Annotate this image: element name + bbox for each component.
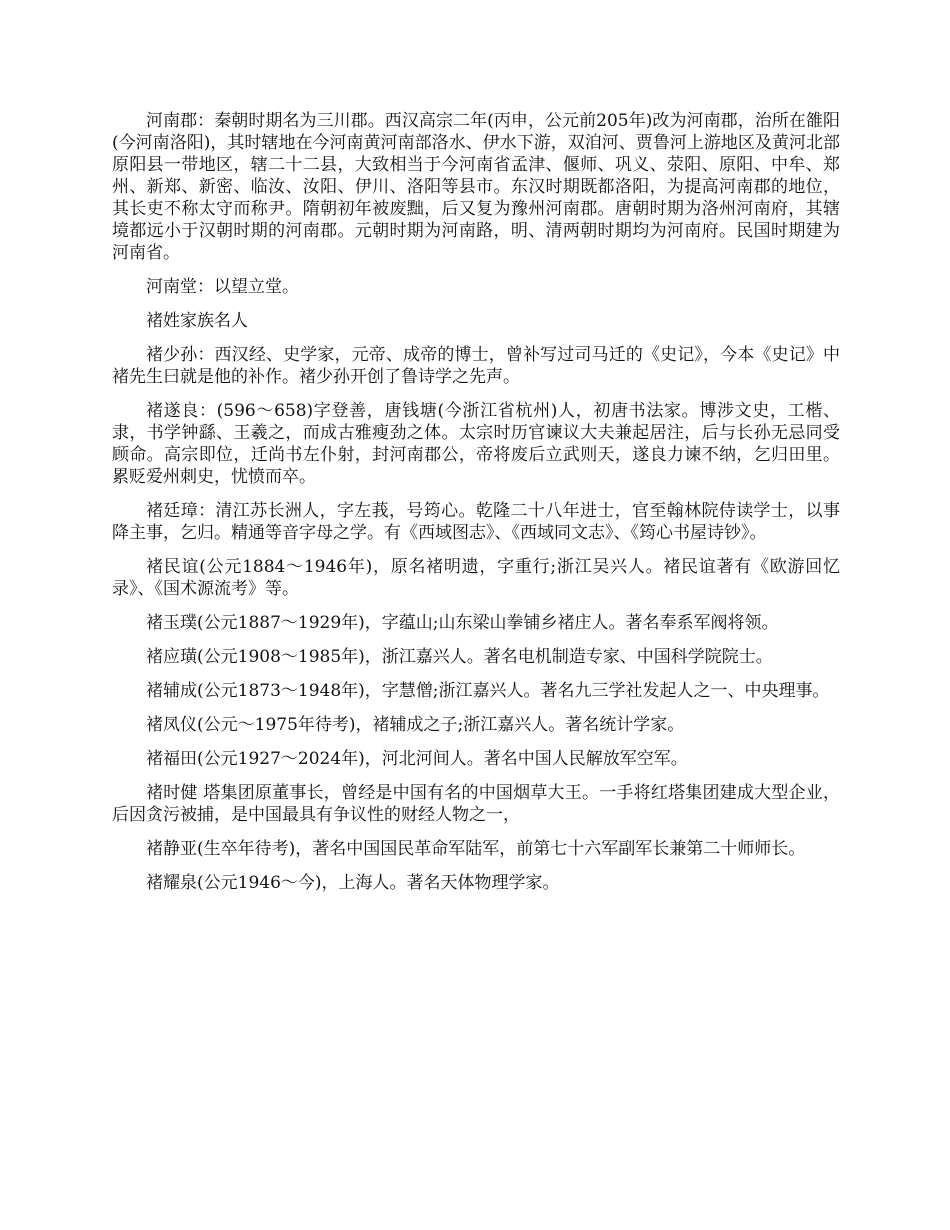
paragraph-chu-tingzhang: 褚廷璋：清江苏长洲人，字左莪，号筠心。乾隆二十八年进士，官至翰林院侍读学士，以事降主事，乞归。精通等音字母之学。有《西域图志》、《西域同文志》、《筠心书屋诗钞》。 — [112, 501, 840, 543]
paragraph-chu-yinghuang: 褚应璜(公元1908～1985年)，浙江嘉兴人。著名电机制造专家、中国科学院院士。 — [146, 647, 773, 667]
paragraph-chu-suiliang: 褚遂良：(596～658)字登善，唐钱塘(今浙江省杭州)人，初唐书法家。博涉文史，工楷、隶，书学钟繇、王羲之，而成古雅瘦劲之体。太宗时历官谏议大夫兼起居注，后与长孙无忌同受顾命。高宗即位，迁尚书左仆射，封河南郡公，帝将废后立武则天，遂良力谏不纳，乞归田里。累贬爱州刺史，忧愤而卒。 — [112, 401, 840, 487]
paragraph-chu-fengyi: 褚凤仪(公元～1975年待考)，褚辅成之子;浙江嘉兴人。著名统计学家。 — [146, 715, 685, 735]
paragraph-chu-minyi: 褚民谊(公元1884～1946年)，原名褚明遗，字重行;浙江吴兴人。褚民谊著有《欧游回忆录》、《国术源流考》等。 — [112, 557, 840, 599]
paragraph-chu-jingya: 褚静亚(生卒年待考)，著名中国国民革命军陆军，前第七十六军副军长兼第二十师师长。 — [146, 839, 806, 859]
section-heading-famous-people: 褚姓家族名人 — [146, 311, 248, 331]
document-body — [112, 110, 840, 906]
paragraph-chu-shaosun: 褚少孙：西汉经、史学家，元帝、成帝的博士，曾补写过司马迁的《史记》，今本《史记》中褚先生曰就是他的补作。褚少孙开创了鲁诗学之先声。 — [112, 345, 840, 387]
paragraph-chu-shijian: 褚时健 塔集团原董事长，曾经是中国有名的中国烟草大王。一手将红塔集团建成大型企业，后因贪污被捕，是中国最具有争议性的财经人物之一， — [112, 783, 840, 825]
paragraph-chu-futian: 褚福田(公元1927～2024年)，河北河间人。著名中国人民解放军空军。 — [146, 749, 688, 769]
paragraph-chu-yaoquan: 褚耀泉(公元1946～今)，上海人。著名天体物理学家。 — [146, 873, 560, 893]
paragraph-chu-fucheng: 褚辅成(公元1873～1948年)，字慧僧;浙江嘉兴人。著名九三学社发起人之一、中央理事。 — [146, 681, 830, 701]
paragraph-henan-commandery: 河南郡：秦朝时期名为三川郡。西汉高宗二年(丙申，公元前205年)改为河南郡，治所在雒阳(今河南洛阳)，其时辖地在今河南黄河南部洛水、伊水下游，双洎河、贾鲁河上游地区及黄河北部原阳县一带地区，辖二十二县，大致相当于今河南省孟津、偃师、巩义、荥阳、原阳、中牟、郑州、新郑、新密、临汝、汝阳、伊川、洛阳等县市。东汉时期既都洛阳，为提高河南郡的地位，其长吏不称太守而称尹。隋朝初年被废黜，后又复为豫州河南郡。唐朝时期为洛州河南府，其辖境都远小于汉朝时期的河南郡。元朝时期为河南路，明、清两朝时期均为河南府。民国时期建为河南省。 — [112, 111, 840, 263]
paragraph-chu-yupu: 褚玉璞(公元1887～1929年)，字蕴山;山东梁山拳铺乡褚庄人。著名奉系军阀将领。 — [146, 613, 779, 633]
paragraph-henan-hall: 河南堂：以望立堂。 — [146, 277, 299, 297]
